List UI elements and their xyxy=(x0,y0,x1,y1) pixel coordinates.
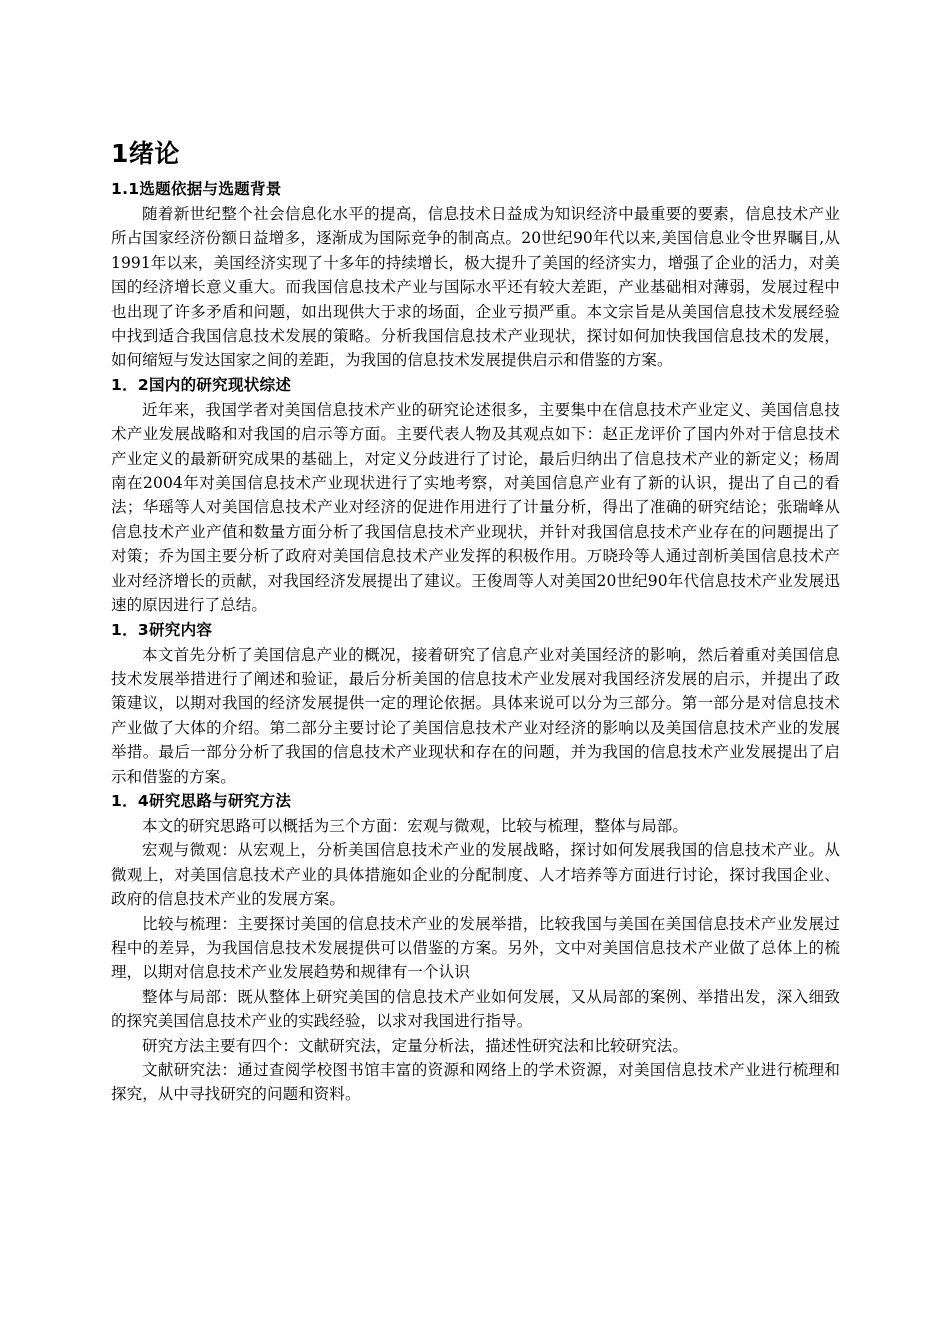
paragraph: 本文的研究思路可以概括为三个方面：宏观与微观，比较与梳理，整体与局部。 xyxy=(142,816,689,835)
section-heading-1-4: 1．4研究思路与研究方法 xyxy=(111,791,292,810)
section-heading-1-1: 1.1选题依据与选题背景 xyxy=(111,180,282,198)
paragraph: 研究方法主要有四个：文献研究法，定量分析法，描述性研究法和比较研究法。 xyxy=(142,1036,689,1055)
section-heading-1-3: 1．3研究内容 xyxy=(111,620,213,639)
chapter-title: 1绪论 xyxy=(111,139,180,168)
section-heading-1-2: 1．2国内的研究现状综述 xyxy=(111,375,292,394)
paragraph: 比较与梳理：主要探讨美国的信息技术产业的发展举措，比较我国与美国在美国信息技术产业发展过程中的差异，为我国信息技术发展提供可以借鉴的方案。另外，文中对美国信息技术产业做了总体上的梳理，以期对信息技术产业发展趋势和规律有一个认识 xyxy=(111,914,840,982)
paragraph: 本文首先分析了美国信息产业的概况，接着研究了信息产业对美国经济的影响，然后着重对美国信息技术发展举措进行了阐述和验证，最后分析美国的信息技术产业发展对我国经济发展的启示，并提出了政策建议，以期对我国的经济发展提供一定的理论依据。具体来说可以分为三部分。第一部分是对信息技术产业做了大体的介绍。第二部分主要讨论了美国信息技术产业对经济的影响以及美国信息技术产业的发展举措。最后一部分分析了我国的信息技术产业现状和存在的问题，并为我国的信息技术产业发展提出了启示和借鉴的方案。 xyxy=(111,645,840,786)
paragraph: 整体与局部：既从整体上研究美国的信息技术产业如何发展，又从局部的案例、举措出发，深入细致的探究美国信息技术产业的实践经验，以求对我国进行指导。 xyxy=(111,987,840,1031)
paragraph: 随着新世纪整个社会信息化水平的提高，信息技术日益成为知识经济中最重要的要素，信息技术产业所占国家经济份额日益增多，逐渐成为国际竞争的制高点。20世纪90年代以来,美国信息业令世界瞩目,从1991年以来，美国经济实现了十多年的持续增长，极大提升了美国的经济实力，增强了企业的活力，对美国的经济增长意义重大。而我国信息技术产业与国际水平还有较大差距，产业基础相对薄弱，发展过程中也出现了许多矛盾和问题，如出现供大于求的场面，企业亏损严重。本文宗旨是从美国信息技术发展经验中找到适合我国信息技术发展的策略。分析我国信息技术产业现状，探讨如何加快我国信息技术的发展，如何缩短与发达国家之间的差距，为我国的信息技术发展提供启示和借鉴的方案。 xyxy=(111,205,840,370)
document-body xyxy=(111,137,840,1107)
paragraph: 文献研究法：通过查阅学校图书馆丰富的资源和网络上的学术资源，对美国信息技术产业进行梳理和探究，从中寻找研究的问题和资料。 xyxy=(111,1061,840,1104)
paragraph: 近年来，我国学者对美国信息技术产业的研究论述很多，主要集中在信息技术产业定义、美国信息技术产业发展战略和对我国的启示等方面。主要代表人物及其观点如下：赵正龙评价了国内外对于信息技术产业定义的最新研究成果的基础上，对定义分歧进行了讨论，最后归纳出了信息技术产业的新定义；杨周南在2004年对美国信息技术产业现状进行了实地考察，对美国信息产业有了新的认识，提出了自己的看法；华瑶等人对美国信息技术产业对经济的促进作用进行了计量分析，得出了准确的研究结论；张瑞峰从信息技术产业产值和数量方面分析了我国信息技术产业现状，并针对我国信息技术产业存在的问题提出了对策；乔为国主要分析了政府对美国信息技术产业发挥的积极作用。万晓玲等人通过剖析美国信息技术产业对经济增长的贡献，对我国经济发展提出了建议。王俊周等人对美国20世纪90年代信息技术产业发展迅速的原因进行了总结。 xyxy=(111,400,840,615)
paragraph: 宏观与微观：从宏观上，分析美国信息技术产业的发展战略，探讨如何发展我国的信息技术产业。从微观上，对美国信息技术产业的具体措施如企业的分配制度、人才培养等方面进行讨论，探讨我国企业、政府的信息技术产业的发展方案。 xyxy=(111,841,840,909)
